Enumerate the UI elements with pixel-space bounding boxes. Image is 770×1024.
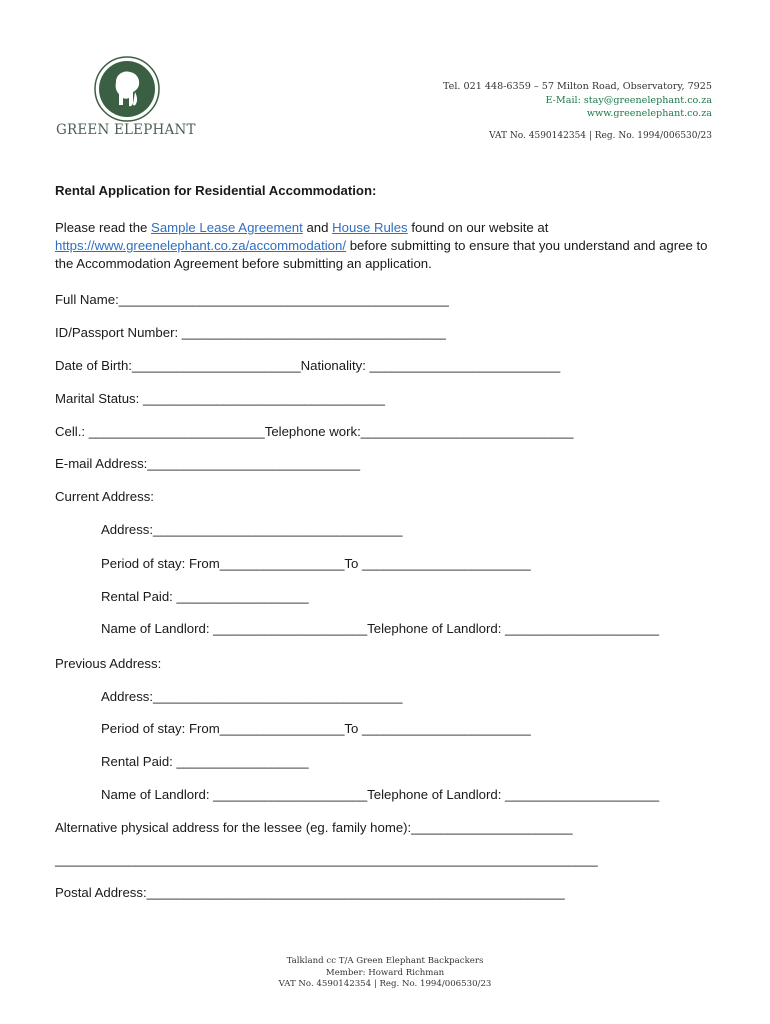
email-field[interactable]: E-mail Address:_____________________________: [55, 456, 361, 471]
vat-reg: VAT No. 4590142354 | Reg. No. 1994/006530/23: [489, 130, 712, 141]
id-passport-field[interactable]: ID/Passport Number: ____________________________________: [55, 325, 446, 340]
intro-paragraph: Please read the Sample Lease Agreement and House Rules found on our website at https://www.greenelephant.co.za/accommodation/ before submitting to ensure that you understand and agree to the Accommodation Agreement before submitting an application.: [55, 220, 708, 271]
footer-vat-reg: VAT No. 4590142354 | Reg. No. 1994/006530/23: [278, 979, 492, 990]
current-period-field[interactable]: Period of stay: From_________________To _______________________: [101, 556, 531, 571]
current-landlord-field[interactable]: Name of Landlord: _____________________Telephone of Landlord: _____________________: [101, 621, 660, 636]
previous-address-field[interactable]: Address:__________________________________: [101, 689, 403, 704]
alternative-address-continuation[interactable]: __________________________________________________________________________: [55, 852, 598, 867]
cell-telephone-field[interactable]: Cell.: ________________________Telephone work:_____________________________: [55, 424, 574, 439]
previous-rental-field[interactable]: Rental Paid: __________________: [101, 754, 309, 769]
current-rental-field[interactable]: Rental Paid: __________________: [101, 589, 309, 604]
house-rules-link[interactable]: House Rules: [332, 220, 408, 235]
tel-address: Tel. 021 448-6359 – 57 Milton Road, Observatory, 7925: [443, 81, 712, 92]
alternative-address-field[interactable]: Alternative physical address for the lessee (eg. family home):______________________: [55, 820, 573, 835]
marital-status-field[interactable]: Marital Status: _________________________________: [55, 391, 385, 406]
sample-lease-link[interactable]: Sample Lease Agreement: [151, 220, 303, 235]
previous-address-heading: Previous Address:: [55, 656, 162, 671]
page-title: Rental Application for Residential Accommodation:: [55, 183, 377, 198]
previous-period-field[interactable]: Period of stay: From_________________To _______________________: [101, 721, 531, 736]
previous-landlord-field[interactable]: Name of Landlord: _____________________Telephone of Landlord: _____________________: [101, 787, 660, 802]
website-link[interactable]: www.greenelephant.co.za: [586, 108, 712, 119]
accommodation-url-link[interactable]: https://www.greenelephant.co.za/accommodation/: [55, 238, 347, 253]
footer-member: Member: Howard Richman: [325, 967, 445, 978]
footer-company: Talkland cc T/A Green Elephant Backpackers: [286, 956, 484, 966]
current-address-field[interactable]: Address:__________________________________: [101, 522, 403, 537]
brand-name: GREEN ELEPHANT: [56, 122, 196, 138]
contact-block: [443, 80, 712, 143]
dob-nationality-field[interactable]: Date of Birth:_______________________Nationality: __________________________: [55, 358, 561, 373]
footer: [0, 956, 770, 991]
email-link[interactable]: E-Mail: stay@greenelephant.co.za: [545, 94, 712, 106]
postal-address-field[interactable]: Postal Address:_________________________________________________________: [55, 885, 565, 900]
current-address-heading: Current Address:: [55, 489, 154, 504]
green-elephant-logo: [94, 56, 160, 122]
full-name-field[interactable]: Full Name:_____________________________________________: [55, 292, 449, 307]
